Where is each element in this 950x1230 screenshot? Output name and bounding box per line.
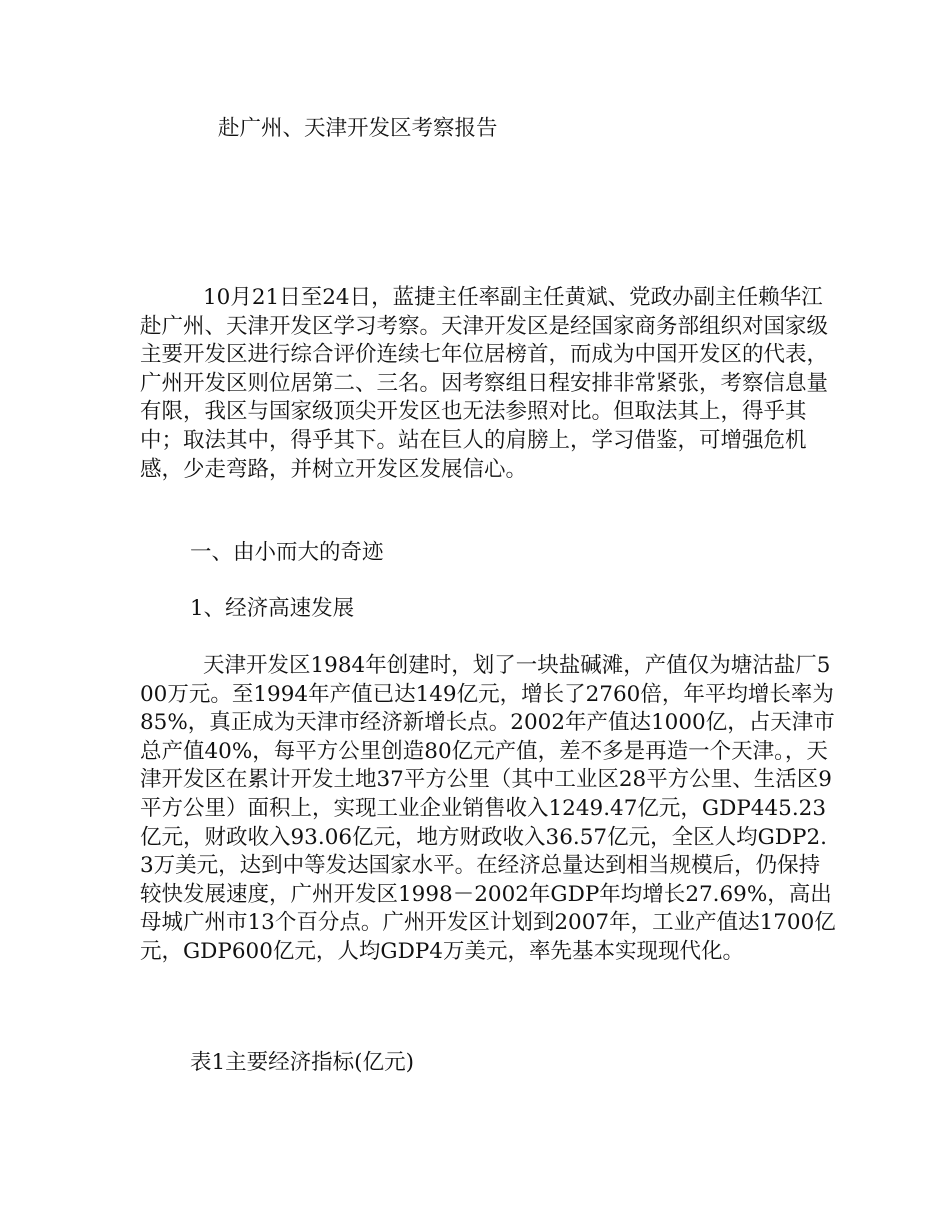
intro-paragraph: 10月21日至24日，蓝捷主任率副主任黄斌、党政办副主任赖华江赴广州、天津开发区学习考察。天津开发区是经国家商务部组织对国家级主要开发区进行综合评价连续七年位居榜首，而成为中国开发区的代表，广州开发区则位居第二、三名。因考察组日程安排非常紧张，考察信息量有限，我区与国家级顶尖开发区也无法参照对比。但取法其上，得乎其中；取法其中，得乎其下。站在巨人的肩膀上，学习借鉴，可增强危机感，少走弯路，并树立开发区发展信心。	[140, 285, 829, 482]
body-paragraph: 天津开发区1984年创建时，划了一块盐碱滩，产值仅为塘沽盐厂500万元。至1994年产值已达149亿元，增长了2760倍，年平均增长率为85%，真正成为天津市经济新增长点。2002年产值达1000亿，占天津市总产值40%，每平方公里创造80亿元产值，差不多是再造一个天津。，天津开发区在累计开发土地37平方公里（其中工业区28平方公里、生活区9平方公里）面积上，实现工业企业销售收入1249.47亿元，GDP445.23亿元，财政收入93.06亿元，地方财政收入36.57亿元，全区人均GDP2.3万美元，达到中等发达国家水平。在经济总量达到相当规模后，仍保持较快发展速度，广州开发区1998－2002年GDP年均增长27.69%，高出母城广州市13个百分点。广州开发区计划到2007年，工业产值达1700亿元，GDP600亿元，人均GDP4万美元，率先基本实现现代化。	[140, 653, 836, 964]
subsection-heading: 1、经济高速发展	[190, 596, 355, 621]
section-heading: 一、由小而大的奇迹	[190, 540, 384, 565]
document-title: 赴广州、天津开发区考察报告	[218, 116, 498, 141]
table-caption: 表1主要经济指标(亿元)	[190, 1050, 414, 1075]
